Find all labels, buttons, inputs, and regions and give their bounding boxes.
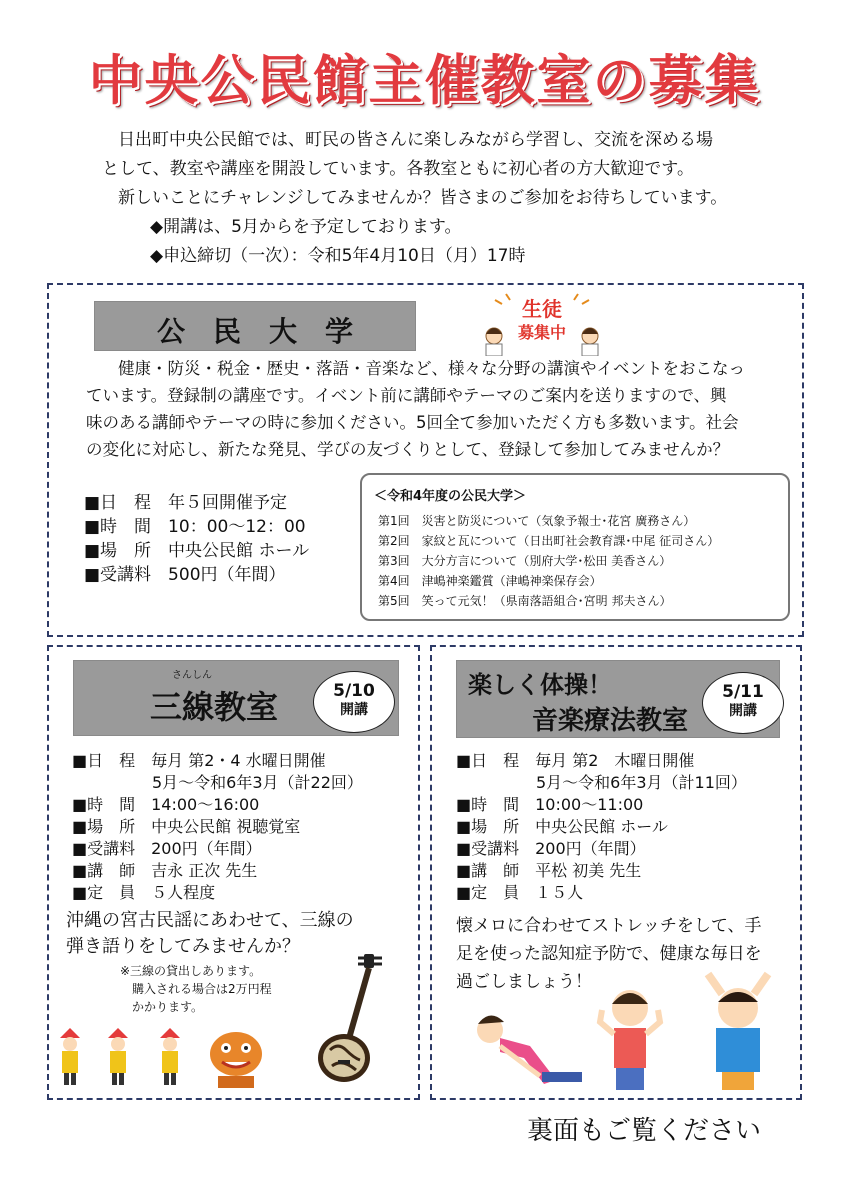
sanshin-teacher: ■講 師 吉永 正次 先生	[72, 861, 258, 880]
sanshin-instrument-icon	[312, 950, 402, 1086]
recruit-badge-line1: 生徒	[522, 297, 562, 321]
sanshin-schedule: ■日 程 毎月 第2・4 水曜日開催	[72, 751, 326, 770]
recruit-badge-line2: 募集中	[517, 323, 567, 342]
shisa-icon	[210, 1032, 262, 1088]
exercise-illustration	[460, 968, 786, 1092]
list-item: 第1回 災害と防災について（気象予報士･花宮 廣務さん）	[378, 514, 696, 528]
koumin-time: ■時 間 10：00～12：00	[84, 517, 306, 537]
koumin-desc-4: の変化に対応し、新たな発見、学びの友づくりとして、登録して参加してみませんか？	[86, 440, 730, 459]
sanshin-pitch-1: 沖縄の宮古民謡にあわせて、三線の	[66, 910, 354, 931]
sanshin-start-badge	[313, 671, 395, 733]
music-fee: ■受講料 200円（年間）	[456, 839, 646, 858]
music-therapy-start-label: 開講	[729, 703, 757, 719]
footer-see-back: 裏面もご覧ください	[527, 1116, 762, 1146]
list-item: 第2回 家紋と瓦について（日出町社会教育課･中尾 征司さん）	[378, 534, 720, 548]
music-capacity: ■定 員 １５人	[456, 883, 584, 902]
intro-note-start: ◆開講は、5月からを予定しております。	[150, 217, 462, 237]
koumin-fee: ■受講料 500円（年間）	[84, 565, 286, 585]
dancer-icon	[160, 1028, 180, 1085]
koumin-desc-2: ています。登録制の講座です。イベント前に講師やテーマのご案内を送りますので、興	[86, 386, 727, 405]
music-schedule: ■日 程 毎月 第2 木曜日開催	[456, 751, 695, 770]
dancer-icon	[108, 1028, 128, 1085]
sanshin-pitch-2: 弾き語りをしてみませんか？	[66, 936, 300, 957]
previous-year-heading: ＜令和4年度の公民大学＞	[374, 489, 527, 504]
intro-note-deadline: ◆申込締切（一次）：令和5年4月10日（月）17時	[150, 246, 526, 266]
music-teacher: ■講 師 平松 初美 先生	[456, 861, 642, 880]
stretching-woman-icon	[477, 1015, 582, 1084]
sanshin-fee: ■受講料 200円（年間）	[72, 839, 262, 858]
music-pitch-1: 懐メロに合わせてストレッチをして、手	[456, 916, 762, 936]
student-recruit-illustration	[480, 292, 604, 356]
music-period: 5月～令和6年3月（計11回）	[456, 773, 747, 792]
sanshin-place: ■場 所 中央公民館 視聴覚室	[72, 817, 301, 836]
sanshin-start-date: 5/10	[333, 681, 375, 701]
list-item: 第3回 大分方言について（別府大学･松田 美香さん）	[378, 554, 672, 568]
flexing-girl-icon	[600, 990, 660, 1090]
music-place: ■場 所 中央公民館 ホール	[456, 817, 668, 836]
sanshin-time: ■時 間 14:00～16:00	[72, 795, 260, 814]
sanshin-ruby: さんしん	[172, 670, 212, 681]
previous-year-list	[378, 511, 719, 611]
dancer-icon	[60, 1028, 80, 1085]
intro-line-2: として、教室や講座を開設しています。各教室ともに初心者の方大歓迎です。	[102, 159, 694, 179]
koumin-daigaku-title: 公 民 大 学	[156, 315, 353, 348]
music-time: ■時 間 10:00～11:00	[456, 795, 644, 814]
sanshin-capacity: ■定 員 ５人程度	[72, 883, 216, 902]
koumin-schedule: ■日 程 年５回開催予定	[84, 493, 288, 513]
koumin-daigaku-banner	[94, 301, 416, 351]
music-therapy-title-1: 楽しく体操！	[468, 671, 612, 699]
sanshin-start-label: 開講	[340, 702, 368, 718]
music-pitch-2: 足を使った認知症予防で、健康な毎日を	[456, 944, 762, 964]
koumin-desc-3: 味のある講師やテーマの時に参加ください。5回全て参加いただく方も多数います。社会	[86, 413, 739, 432]
page-title: 中央公民館主催教室の募集	[88, 49, 761, 112]
koumin-desc-1: 健康・防災・税金・歴史・落語・音楽など、様々な分野の講演やイベントをおこなっ	[118, 359, 745, 378]
music-pitch-3: 過ごしましょう！	[456, 972, 592, 992]
music-therapy-start-badge	[702, 672, 784, 734]
list-item: 第4回 津嶋神楽鑑賞（津嶋神楽保存会）	[378, 574, 602, 588]
student-left-icon	[486, 328, 502, 356]
stretching-man-icon	[708, 974, 768, 1090]
previous-year-box	[360, 473, 790, 621]
intro-line-3: 新しいことにチャレンジしてみませんか？皆さまのご参加をお待ちしています。	[118, 188, 728, 208]
sanshin-period: 5月～令和6年3月（計22回）	[72, 773, 363, 792]
koumin-place: ■場 所 中央公民館 ホール	[84, 541, 310, 561]
student-right-icon	[582, 328, 598, 356]
music-therapy-title-2: 音楽療法教室	[532, 706, 689, 736]
sanshin-note: ※三線の貸出しあります。 購入される場合は2万円程 かかります。	[120, 964, 272, 1014]
music-therapy-start-date: 5/11	[722, 682, 764, 702]
list-item: 第5回 笑って元気！（県南落語組合･宮明 邦夫さん）	[378, 594, 672, 608]
sanshin-title: 三線教室	[150, 688, 279, 726]
okinawa-dancers-illustration	[54, 1024, 294, 1092]
intro-line-1: 日出町中央公民館では、町民の皆さんに楽しみながら学習し、交流を深める場	[118, 130, 713, 150]
